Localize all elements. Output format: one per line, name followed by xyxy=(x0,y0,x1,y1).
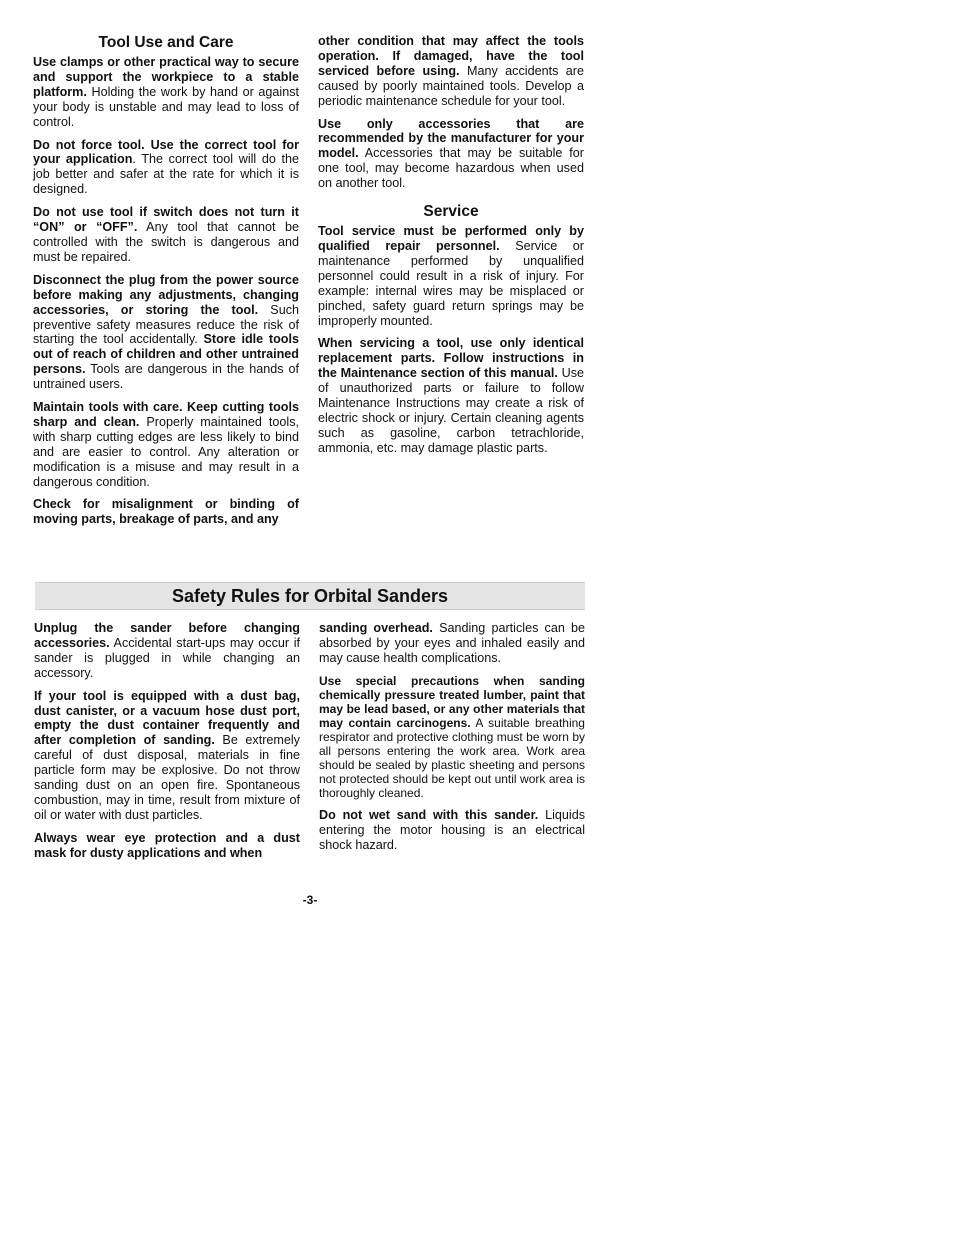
paragraph-wet-sand-text: Liquids entering the motor housing is an electrical shock hazard. xyxy=(319,807,585,852)
paragraph-disconnect-text2: Tools are dangerous in the hands of untrained users. xyxy=(33,362,299,392)
paragraph-clamps-bold: Use clamps or other practical way to secure and support the workpiece to a stable platform. xyxy=(33,55,299,99)
paragraph-dust-bag-bold: If your tool is equipped with a dust bag, dust canister, or a vacuum hose dust port, empty the dust container frequently and after completion of sanding. xyxy=(34,688,300,748)
paragraph-overhead-bold: sanding overhead. xyxy=(319,621,433,635)
column-sanders-left xyxy=(34,621,300,869)
paragraph-maintain-bold: Maintain tools with care. Keep cutting tools sharp and clean. xyxy=(33,400,299,429)
paragraph-special-precautions-text: A suitable breathing respirator and protective clothing must be worn by all persons entering the work area. Work area should be sealed by plastic sheeting and persons not protected should be kept out until work area is thoroughly cleaned. xyxy=(319,715,585,800)
paragraph-switch-text: Any tool that cannot be controlled with the switch is dangerous and must be repaired. xyxy=(33,220,299,264)
tool-use-heading: Tool Use and Care xyxy=(98,34,234,51)
service-heading: Service xyxy=(423,203,479,221)
page-number: -3- xyxy=(302,893,318,907)
paragraph-force-text: . The correct tool will do the job better and safer at the rate for which it is designed. xyxy=(33,152,299,197)
paragraph-other-condition-text: Many accidents are caused by poorly maintained tools. Develop a periodic maintenance schedule for your tool. xyxy=(318,63,584,108)
paragraph-clamps-text: Holding the work by hand or against your body is unstable and may lead to loss of control. xyxy=(33,84,299,129)
paragraph-dust-bag-text: Be extremely careful of dust disposal, materials in fine particle form may be explosive. Do not throw sanding dust on an open fire. Spontaneous combustion, may in time, result from mixture of oil or water with dust particles. xyxy=(34,733,300,822)
paragraph-misalignment-bold: Check for misalignment or binding of moving parts, breakage of parts, and any xyxy=(33,497,299,527)
paragraph-service-parts-text: Use of unauthorized parts or failure to follow Maintenance Instructions may create a risk of electric shock or injury. Certain cleaning agents such as gasoline, carbon tetrachloride, ammonia, etc. may damage plastic parts. xyxy=(318,366,584,455)
column-service xyxy=(318,34,584,464)
paragraph-overhead-text: Sanding particles can be absorbed by your eyes and inhaled easily and may cause health complications. xyxy=(319,621,585,665)
paragraph-unplug xyxy=(34,621,300,681)
paragraph-service-qualified-text: Service or maintenance performed by unqualified personnel could result in a risk of injury. For example: internal wires may be misplaced or pinched, safety guard return springs may be improperly mounted. xyxy=(318,238,584,328)
paragraph-accessories-text: Accessories that may be suitable for one tool, may become hazardous when used on another tool. xyxy=(318,146,584,191)
paragraph-unplug-text: Accidental start-ups may occur if sander is plugged in while changing an accessory. xyxy=(34,635,300,680)
paragraph-service-qualified-bold: Tool service must be performed only by qualified repair personnel. xyxy=(318,224,584,253)
paragraph-disconnect-text: Such preventive safety measures reduce the risk of starting the tool accidentally. xyxy=(33,302,299,347)
paragraph-other-condition-bold: other condition that may affect the tools operation. If damaged, have the tool serviced before using. xyxy=(318,34,584,78)
paragraph-force-bold: Do not force tool. Use the correct tool for your application xyxy=(33,137,299,167)
paragraph-eye-protection-bold: Always wear eye protection and a dust mask for dusty applications and when xyxy=(34,830,300,860)
paragraph-disconnect-bold2: Store idle tools out of reach of children and other untrained persons. xyxy=(33,332,299,377)
paragraph-service-parts-bold: When servicing a tool, use only identical replacement parts. Follow instructions in the Maintenance section of this manual. xyxy=(318,336,584,381)
paragraph-wet-sand xyxy=(319,808,585,853)
paragraph-wet-sand-bold: Do not wet sand with this sander. xyxy=(319,807,539,822)
paragraph-maintain-text: Properly maintained tools, with sharp cutting edges are less likely to bind and are easier to control. Any alteration or modification is a misuse and may result in a dangerous condition. xyxy=(33,414,299,489)
paragraph-service-qualified xyxy=(318,224,584,328)
paragraph-disconnect-bold: Disconnect the plug from the power source before making any adjustments, changing accessories, or storing the tool. xyxy=(33,272,299,317)
paragraph-misalignment xyxy=(33,497,299,527)
paragraph-special-precautions xyxy=(319,674,585,800)
paragraph-switch xyxy=(33,205,299,265)
section-banner-orbital-sanders: Safety Rules for Orbital Sanders xyxy=(35,582,585,610)
column-sanders-right xyxy=(319,621,585,860)
paragraph-force xyxy=(33,138,299,198)
paragraph-unplug-bold: Unplug the sander before changing accessories. xyxy=(34,621,300,650)
paragraph-dust-bag xyxy=(34,689,300,823)
paragraph-special-precautions-bold: Use special precautions when sanding chemically pressure treated lumber, paint that may be lead based, or any other materials that may contain carcinogens. xyxy=(319,673,585,730)
paragraph-accessories xyxy=(318,117,584,192)
column-tool-use xyxy=(33,34,299,535)
paragraph-switch-bold: Do not use tool if switch does not turn it “ON” or “OFF”. xyxy=(33,205,299,235)
paragraph-other-condition xyxy=(318,34,584,109)
paragraph-overhead xyxy=(319,621,585,666)
paragraph-maintain xyxy=(33,400,299,489)
paragraph-eye-protection xyxy=(34,831,300,861)
paragraph-accessories-bold: Use only accessories that are recommended by the manufacturer for your model. xyxy=(318,116,584,161)
paragraph-disconnect xyxy=(33,273,299,392)
paragraph-clamps xyxy=(33,55,299,130)
paragraph-service-parts xyxy=(318,336,584,455)
